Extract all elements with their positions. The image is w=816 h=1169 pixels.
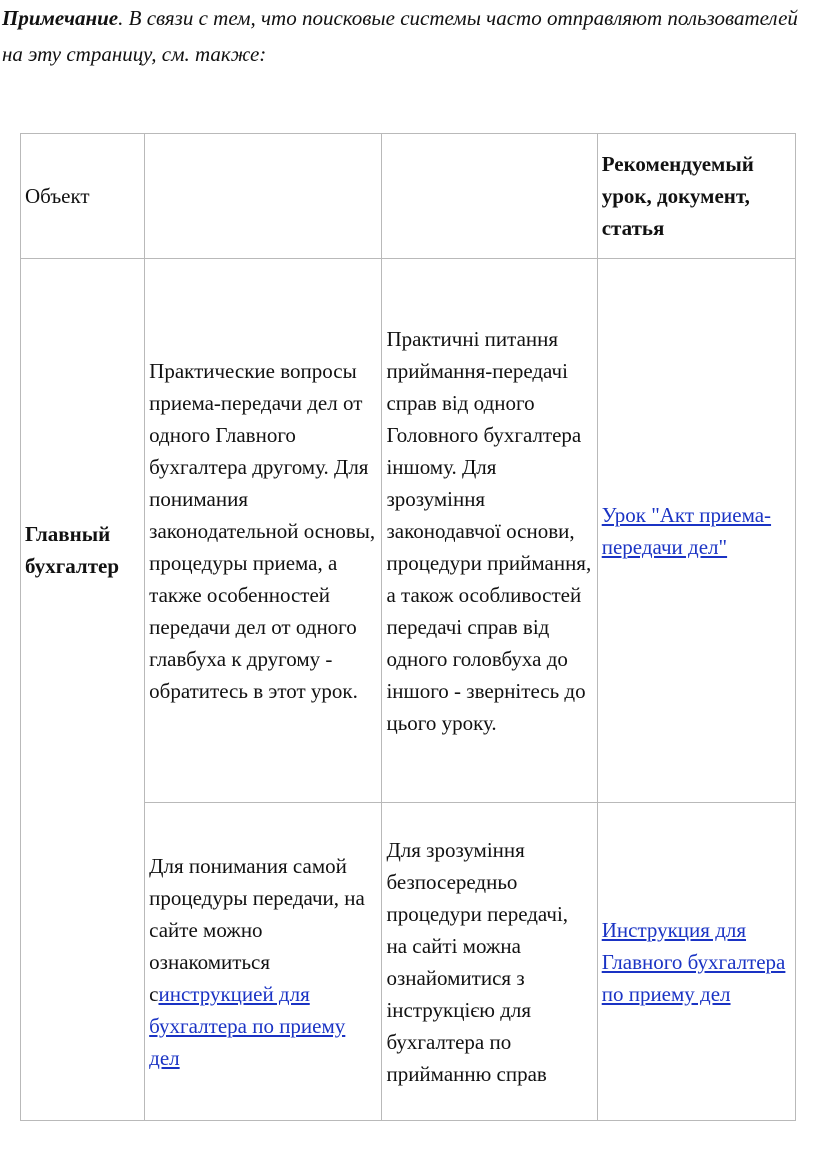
row-label-cell	[21, 259, 145, 1121]
recommendation-table	[20, 133, 796, 1121]
cell-ru-2	[145, 803, 382, 1121]
cell-uk-2: Для зрозуміння безпосередньо процедури передачі, на сайті можна ознайомитися з інструкцією для бухгалтера по прийманню справ	[382, 803, 597, 1121]
cell-uk-1: Практичні питання приймання-передачі справ від одного Головного бухгалтера іншому. Для зрозуміння законодавчої основи, процедури приймання, а також особливостей передачі справ від одного головбуха до іншого - звернітесь до цього уроку.	[382, 259, 597, 803]
cell-ru-2-prefix: Для понимания самой процедуры передачи, на сайте можно ознакомиться с	[149, 853, 365, 1006]
cell-link-1	[597, 259, 795, 803]
note-paragraph	[2, 0, 812, 72]
header-recommended: Рекомендуемый урок, документ, статья	[597, 134, 795, 259]
table-header-row	[21, 134, 796, 259]
instruction-link[interactable]: Инструкция для Главного бухгалтера по приему дел	[601, 917, 786, 1006]
cell-ru-1: Практические вопросы приема-передачи дел от одного Главного бухгалтера другому. Для понимания законодательной основы, процедуры приема, а также особенностей передачи дел от одного главбуха к другому - обратитесь в этот урок.	[145, 259, 382, 803]
instruction-inline-link[interactable]: инструкцией для бухгалтера по приему дел	[149, 981, 346, 1070]
lesson-link[interactable]: Урок "Акт приема-передачи дел"	[601, 502, 772, 559]
row-label: Главный бухгалтер	[25, 521, 120, 578]
note-text: . В связи с тем, что поисковые системы часто отправляют пользователей на эту страницу, см. также:	[2, 6, 798, 66]
note-label: Примечание	[2, 6, 119, 30]
table-row	[21, 259, 796, 803]
header-col2	[145, 134, 382, 259]
header-col3	[382, 134, 597, 259]
header-object: Объект	[21, 134, 145, 259]
cell-link-2	[597, 803, 795, 1121]
